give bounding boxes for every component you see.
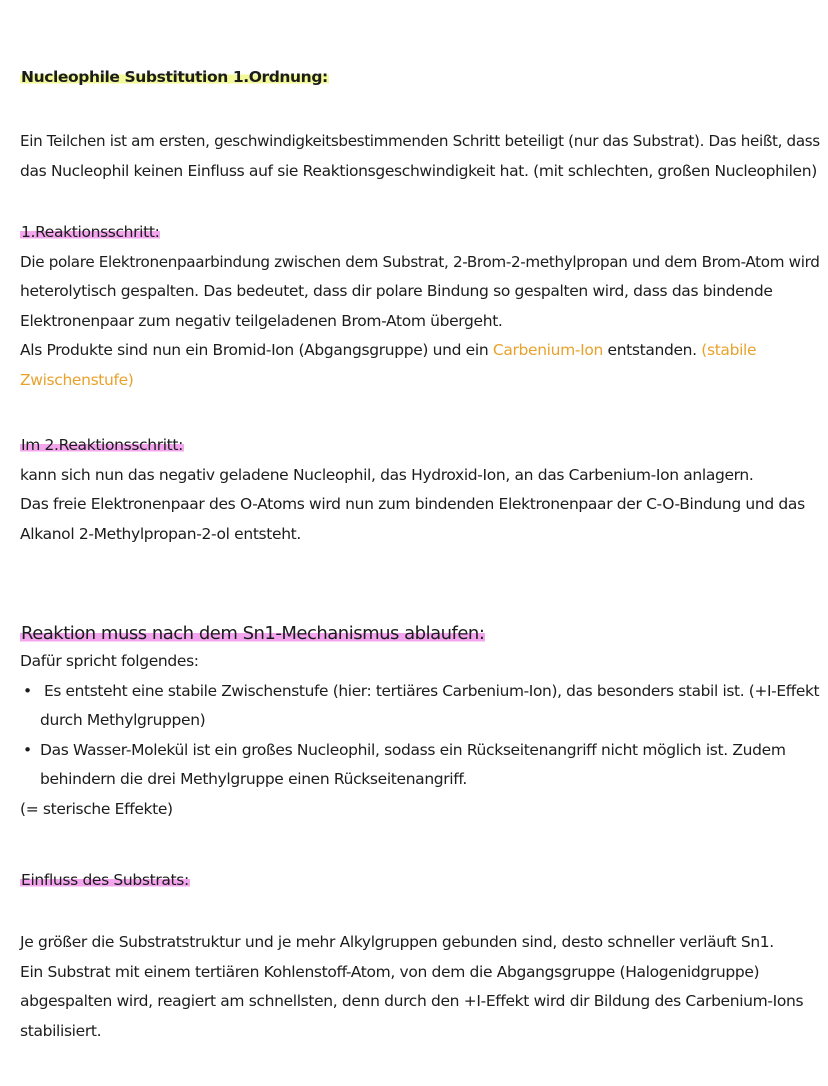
step2-heading: Im 2.Reaktionsschritt: — [21, 436, 184, 454]
substrate-section — [20, 866, 810, 896]
step1-line: Elektronenpaar zum negativ teilgeladenen Brom-Atom übergeht. — [20, 311, 503, 330]
mechanism-intro: Dafür spricht folgendes: — [20, 652, 199, 670]
intro-line: das Nucleophil keinen Einfluss auf sie Reaktionsgeschwindigkeit hat. (mit schlechten, großen Nucleophilen) — [20, 161, 817, 180]
title-block — [20, 63, 810, 93]
mechanism-note: (= sterische Effekte) — [20, 799, 173, 818]
products-note: (stabile — [701, 341, 757, 359]
substrate-line: stabilisiert. — [20, 1021, 102, 1040]
substrate-heading: Einfluss des Substrats: — [21, 871, 189, 889]
page-title: Nucleophile Substitution 1.Ordnung: — [21, 68, 328, 86]
bullet-line: Das Wasser-Molekül ist ein großes Nucleophil, sodass ein Rückseitenangriff nicht möglich ist. Zudem — [40, 740, 786, 759]
substrate-line: abgespalten wird, reagiert am schnellsten, denn durch den +I-Effekt wird dir Bildung des Carbenium-Ions — [20, 992, 804, 1010]
step2-line: Das freie Elektronenpaar des O-Atoms wird nun zum bindenden Elektronenpaar der C-O-Bindung und das — [20, 495, 805, 513]
mechanism-heading: Reaktion muss nach dem Sn1-Mechanismus ablaufen: — [21, 623, 485, 644]
step1-section — [20, 218, 820, 395]
products-prefix: Als Produkte sind nun ein Bromid-Ion (Abgangsgruppe) und ein — [20, 341, 493, 359]
substrate-line: Ein Substrat mit einem tertiären Kohlenstoff-Atom, von dem die Abgangsgruppe (Halogenidgruppe) — [20, 962, 760, 981]
step2-line: kann sich nun das negativ geladene Nucleophil, das Hydroxid-Ion, an das Carbenium-Ion anlagern. — [20, 465, 754, 484]
mechanism-section — [20, 618, 820, 824]
bullet-dot: • — [23, 681, 33, 700]
products-note-continued: Zwischenstufe) — [20, 370, 134, 389]
bullet-line: Es entsteht eine stabile Zwischenstufe (hier: tertiäres Carbenium-Ion), das besonders stabil ist. (+I-Effekt — [43, 681, 820, 700]
substrate-line: Je größer die Substratstruktur und je mehr Alkylgruppen gebunden sind, desto schneller verläuft Sn1. — [20, 933, 774, 951]
bullet-dot: • — [23, 740, 33, 759]
bullet-item — [20, 677, 820, 736]
bullet-line: behindern die drei Methylgruppe einen Rückseitenangriff. — [40, 770, 467, 788]
intro-line: Ein Teilchen ist am ersten, geschwindigkeitsbestimmenden Schritt beteiligt (nur das Substrat). Das heißt, dass — [20, 132, 820, 150]
bullet-line: durch Methylgruppen) — [40, 711, 206, 729]
intro-paragraph — [20, 127, 820, 186]
substrate-paragraph — [20, 928, 810, 1046]
carbenium-ion-highlight: Carbenium-Ion — [492, 341, 603, 359]
step2-section — [20, 431, 810, 549]
step1-products-line — [20, 336, 810, 366]
products-middle: entstanden. — [602, 341, 702, 359]
step2-line: Alkanol 2-Methylpropan-2-ol entsteht. — [20, 524, 301, 543]
step1-line: Die polare Elektronenpaarbindung zwischen dem Substrat, 2-Brom-2-methylpropan und dem Brom-Atom wird — [20, 252, 820, 271]
bullet-item — [20, 736, 810, 795]
step1-heading: 1.Reaktionsschritt: — [21, 223, 160, 241]
step1-line: heterolytisch gespalten. Das bedeutet, dass dir polare Bindung so gespalten wird, dass das bindende — [20, 282, 773, 300]
